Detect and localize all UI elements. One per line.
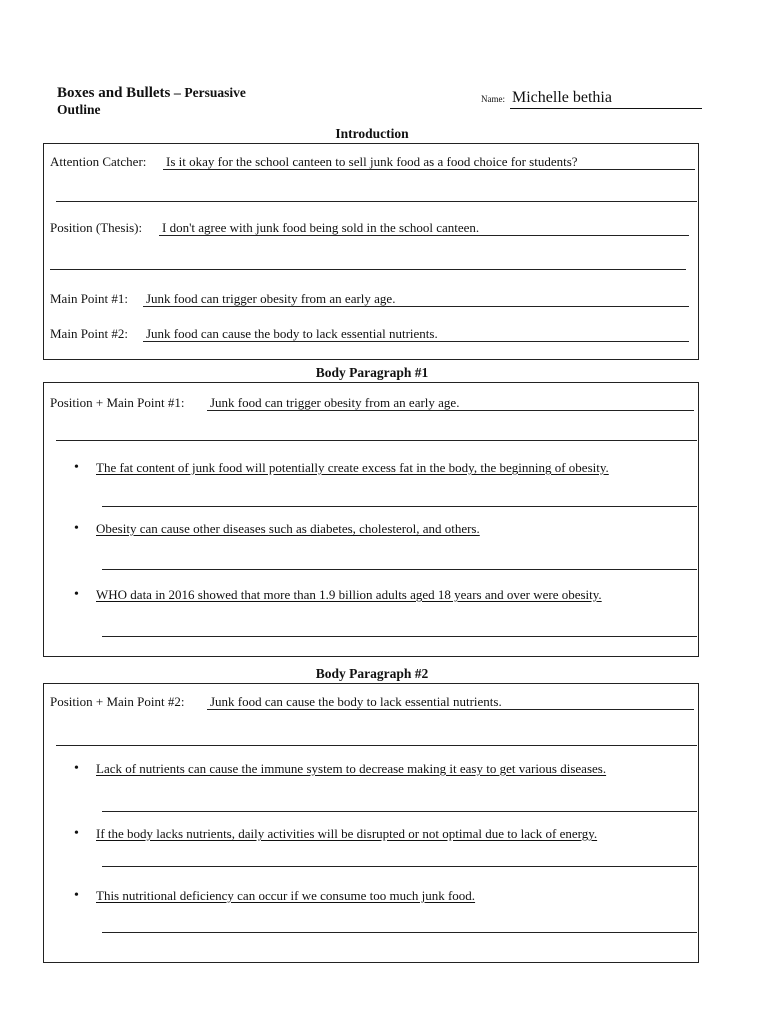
main-point-2-field[interactable]: Junk food can cause the body to lack essential nutrients.	[143, 326, 689, 342]
title-dash: –	[170, 86, 185, 101]
bullet-dot-icon: •	[74, 888, 79, 903]
introduction-heading: Introduction	[335, 126, 409, 141]
blank-line	[102, 866, 697, 867]
bullet-text[interactable]: Obesity can cause other diseases such as diabetes, cholesterol, and others.	[96, 521, 480, 536]
name-field[interactable]: Michelle bethia	[510, 88, 702, 109]
blank-line	[102, 569, 697, 570]
position-thesis-field[interactable]: I don't agree with junk food being sold in the school canteen.	[159, 220, 689, 236]
bullet-text[interactable]: Lack of nutrients can cause the immune system to decrease making it easy to get various diseases.	[96, 761, 607, 776]
body-paragraph-1-heading: Body Paragraph #1	[315, 365, 429, 380]
body-paragraph-2-heading: Body Paragraph #2	[315, 666, 429, 681]
blank-line	[102, 811, 697, 812]
introduction-box	[43, 143, 699, 360]
title-sub: Persuasive	[184, 85, 246, 100]
position-main-point-1-label: Position + Main Point #1:	[50, 395, 185, 410]
bullet-dot-icon: •	[74, 761, 79, 776]
bullet-text[interactable]: This nutritional deficiency can occur if we consume too much junk food.	[96, 888, 476, 903]
bullet-dot-icon: •	[74, 587, 79, 602]
bullet-text[interactable]: WHO data in 2016 showed that more than 1.9 billion adults aged 18 years and over were obesity.	[96, 587, 602, 602]
position-main-point-1-field[interactable]: Junk food can trigger obesity from an early age.	[207, 395, 694, 411]
name-label: Name:	[481, 94, 505, 104]
blank-line	[56, 440, 697, 441]
bullet-dot-icon: •	[74, 460, 79, 475]
blank-line	[102, 932, 697, 933]
body-paragraph-2-box	[43, 683, 699, 963]
bullet-text[interactable]: The fat content of junk food will potentially create excess fat in the body, the beginning of obesity.	[96, 460, 609, 475]
bullet-dot-icon: •	[74, 826, 79, 841]
position-main-point-2-field[interactable]: Junk food can cause the body to lack essential nutrients.	[207, 694, 694, 710]
blank-line	[102, 636, 697, 637]
title-outline: Outline	[57, 102, 101, 117]
main-point-1-label: Main Point #1:	[50, 291, 129, 306]
title-main: Boxes and Bullets	[57, 85, 171, 101]
bullet-dot-icon: •	[74, 521, 79, 536]
main-point-1-field[interactable]: Junk food can trigger obesity from an early age.	[143, 291, 689, 307]
blank-line	[50, 269, 686, 270]
attention-catcher-label: Attention Catcher:	[50, 154, 147, 169]
blank-line	[102, 506, 697, 507]
attention-catcher-field[interactable]: Is it okay for the school canteen to sell junk food as a food choice for students?	[163, 154, 695, 170]
document-title	[57, 84, 246, 103]
body-paragraph-1-box	[43, 382, 699, 657]
blank-line	[56, 201, 697, 202]
position-thesis-label: Position (Thesis):	[50, 220, 143, 235]
main-point-2-label: Main Point #2:	[50, 326, 129, 341]
blank-line	[56, 745, 697, 746]
bullet-text[interactable]: If the body lacks nutrients, daily activities will be disrupted or not optimal due to lack of energy.	[96, 826, 598, 841]
position-main-point-2-label: Position + Main Point #2:	[50, 694, 185, 709]
